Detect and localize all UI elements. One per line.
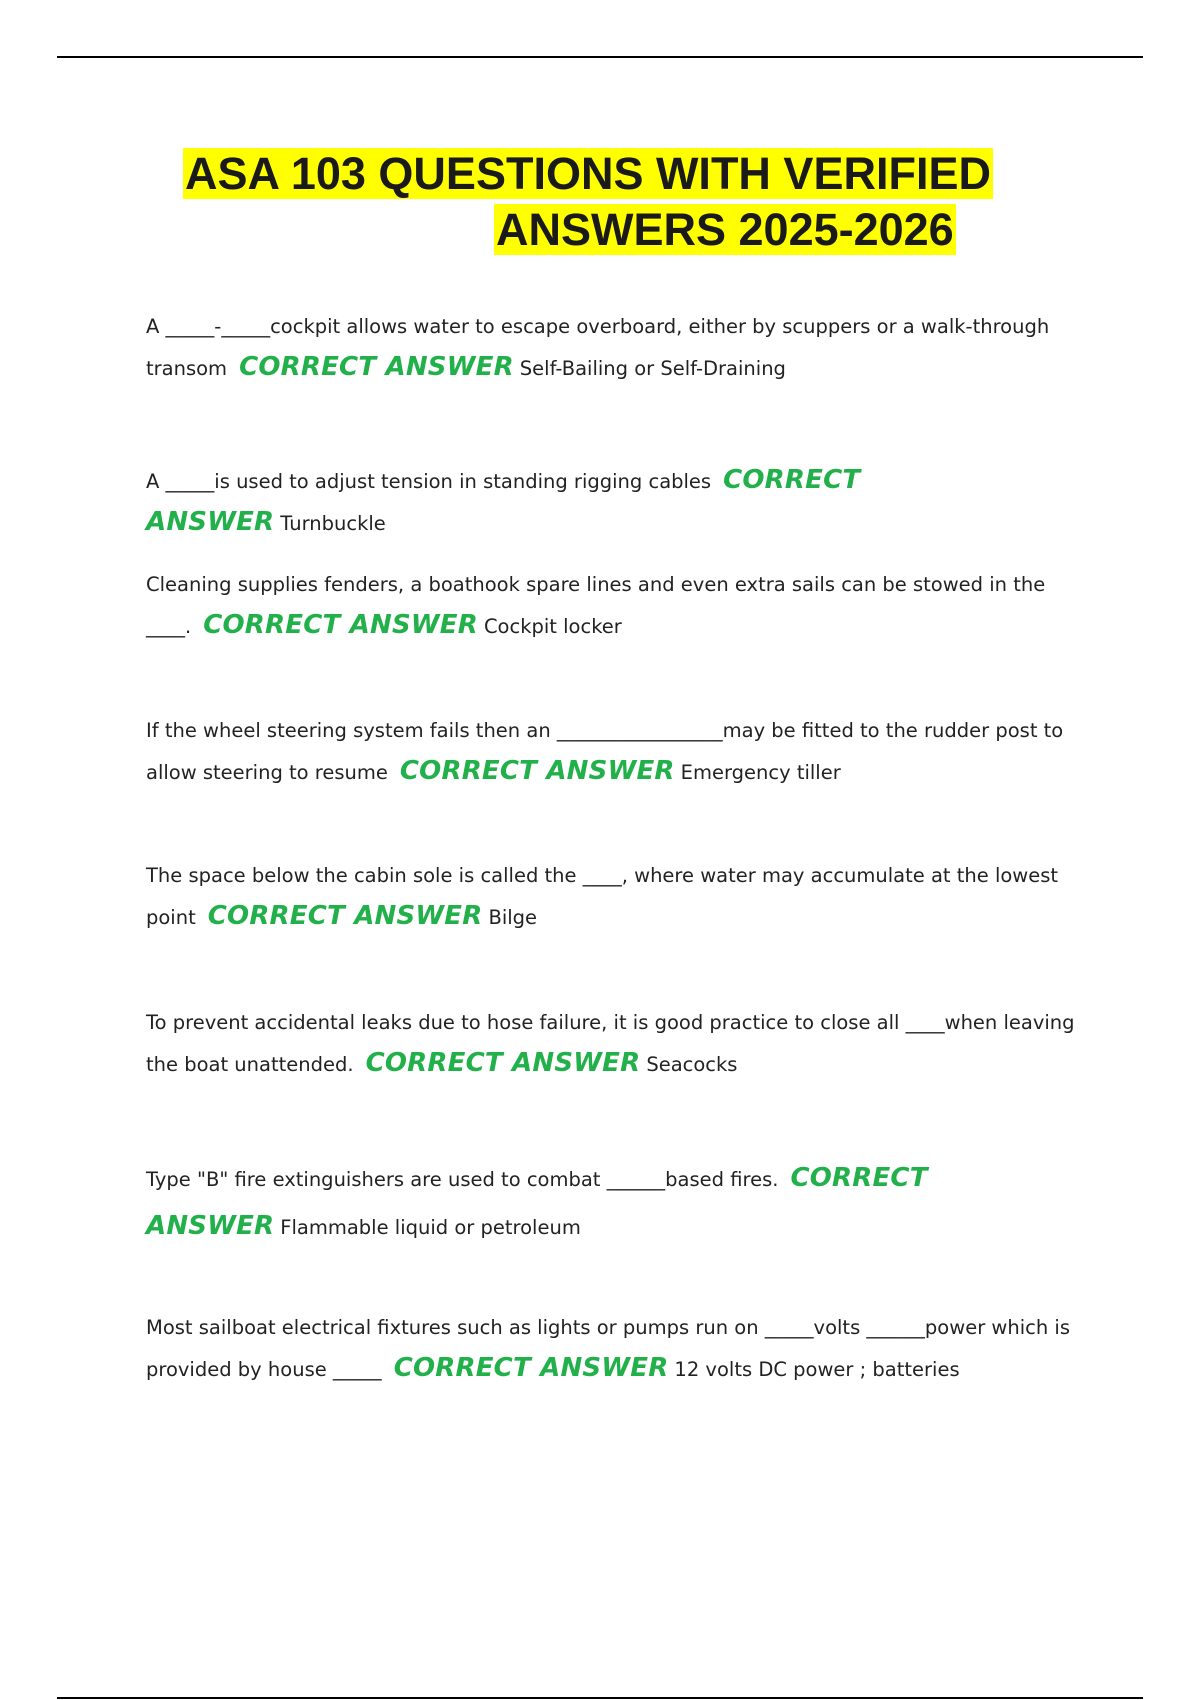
- qa-item-1: [146, 306, 1086, 389]
- qa-item-7: [146, 1155, 1086, 1251]
- qa-item-6: [146, 1002, 1086, 1085]
- answer-text: Turnbuckle: [280, 512, 386, 535]
- bottom-rule: [57, 1697, 1143, 1699]
- qa-item-8: [146, 1307, 1086, 1390]
- question-text: A _____is used to adjust tension in standing rigging cables: [146, 470, 712, 493]
- qa-item-3: [146, 564, 1086, 647]
- answer-text: Self-Bailing or Self-Draining: [519, 357, 786, 380]
- answer-text: Seacocks: [646, 1053, 738, 1076]
- question-text: To prevent accidental leaks due to hose failure, it is good practice to close all ____when leaving the boat unattended.: [146, 1011, 1075, 1076]
- correct-answer-label: CORRECT ANSWER: [146, 1163, 928, 1241]
- question-text: The space below the cabin sole is called the ____, where water may accumulate at the lowest point: [146, 864, 1059, 929]
- answer-text: Cockpit locker: [483, 615, 622, 638]
- question-text: If the wheel steering system fails then an _________________may be fitted to the rudder post to allow steering to resume: [146, 719, 1064, 784]
- top-rule: [57, 56, 1143, 58]
- correct-answer-label: CORRECT ANSWER: [393, 1353, 669, 1383]
- question-text: Type "B" fire extinguishers are used to combat ______based fires.: [146, 1168, 779, 1191]
- correct-answer-label: CORRECT ANSWER: [365, 1048, 641, 1078]
- qa-item-5: [146, 855, 1086, 938]
- question-text: Most sailboat electrical fixtures such as lights or pumps run on _____volts ______power which is provided by house _____: [146, 1316, 1070, 1381]
- answer-text: Flammable liquid or petroleum: [280, 1216, 581, 1239]
- correct-answer-label: CORRECT ANSWER: [203, 610, 478, 640]
- question-text: A _____-_____cockpit allows water to escape overboard, either by scuppers or a walk-through transom: [146, 315, 1050, 380]
- question-text: Cleaning supplies fenders, a boathook spare lines and even extra sails can be stowed in the ____.: [146, 573, 1046, 638]
- title-line-1: ASA 103 QUESTIONS WITH VERIFIED: [185, 148, 991, 199]
- correct-answer-label: CORRECT ANSWER: [207, 901, 483, 931]
- qa-item-2: [146, 460, 1086, 544]
- answer-text: Bilge: [488, 906, 538, 929]
- answer-text: Emergency tiller: [680, 761, 841, 784]
- answer-text: 12 volts DC power ; batteries: [674, 1358, 960, 1381]
- correct-answer-label: CORRECT ANSWER: [146, 465, 861, 537]
- correct-answer-label: CORRECT ANSWER: [239, 352, 514, 382]
- qa-item-4: [146, 710, 1086, 793]
- correct-answer-label: CORRECT ANSWER: [399, 756, 675, 786]
- title-line-2: ANSWERS 2025-2026: [496, 204, 954, 255]
